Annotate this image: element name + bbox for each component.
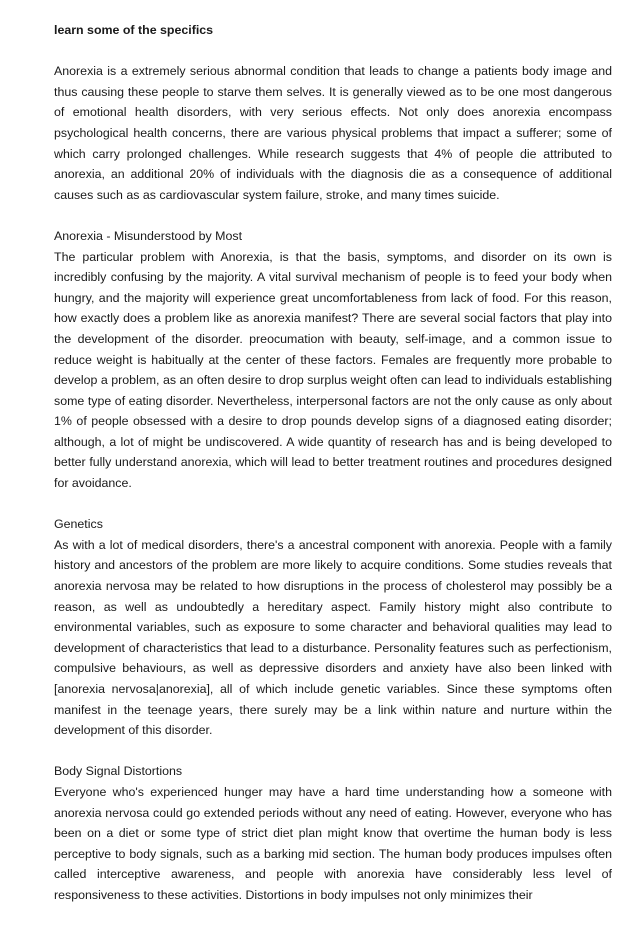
section-body-signal-body: Everyone who's experienced hunger may have a hard time understanding how a someone with anorexia nervosa could go extended periods without any need of eating. However, everyone who has been on a diet or some type of strict diet plan might know that overtime the human body is less perceptive to body signals, such as a barking mid section. The human body produces impulses often called interceptive awareness, and people with anorexia have considerably less level of responsiveness to these activities. Distortions in body impulses not only minimizes their [54,784,612,902]
section-genetics-body: As with a lot of medical disorders, there's a ancestral component with anorexia. People with a family history and ancestors of the problem are more likely to acquire conditions. Some studies reveals that anorexia nervosa may be related to how disruptions in the process of cholesterol may possibly be a reason, as well as undoubtedly a hereditary aspect. Family history might also contribute to environmental variables, such as exposure to some character and behavioral qualities may lead to development of characteristics that lead to a disturbance. Personality features such as perfectionism, compulsive behaviours, as well as depressive disorders and anxiety have also been linked with [anorexia nervosa|anorexia], all of which include genetic variables. Since these symptoms often manifest in the teenage years, there surely may be a link within nature and nurture within the development of this disorder. [54,537,612,738]
section-misunderstood [54,226,612,494]
document-title: learn some of the specifics [54,23,214,37]
section-genetics-heading: Genetics [54,517,103,532]
section-misunderstood-heading: Anorexia - Misunderstood by Most [54,228,243,243]
section-intro [54,61,612,205]
section-genetics [54,514,612,741]
document-page [54,20,612,926]
section-misunderstood-body: The particular problem with Anorexia, is that the basis, symptoms, and disorder on its own is incredibly confusing by the majority. A vital survival mechanism of people is to feed your body when hungry, and the majority will experience great uncomfortableness from lack of food. For this reason, how exactly does a problem like as anorexia manifest? There are several social factors that play into the development of the disorder. preocumation with beauty, self-image, and a common issue to reduce weight is habitually at the center of these factors. Females are frequently more probable to develop a problem, as an often desire to drop surplus weight often can lead to individuals establishing some type of eating disorder. Nevertheless, interpersonal factors are not the only cause as only about 1% of people obsessed with a desire to drop pounds develop signs of a diagnosed eating disorder; although, a lot of might be undiscovered. A wide quantity of research has and is being developed to better fully understand anorexia, which will lead to better treatment routines and procedures designed for avoidance. [54,249,612,491]
section-body-signal-heading: Body Signal Distortions [54,764,183,779]
section-intro-body: Anorexia is a extremely serious abnormal condition that leads to change a patients body image and thus causing these people to starve them selves. It is generally viewed as to be one most dangerous of emotional health disorders, with very serious effects. Not only does anorexia encompass psychological health concerns, there are various physical problems that impact a sufferer; some of which carry prolonged challenges. While research suggests that 4% of people die attributed to anorexia, an additional 20% of individuals with the diagnosis die as a consequence of additional causes such as as cardiovascular system failure, stroke, and many times suicide. [54,64,612,202]
section-body-signal [54,761,612,905]
